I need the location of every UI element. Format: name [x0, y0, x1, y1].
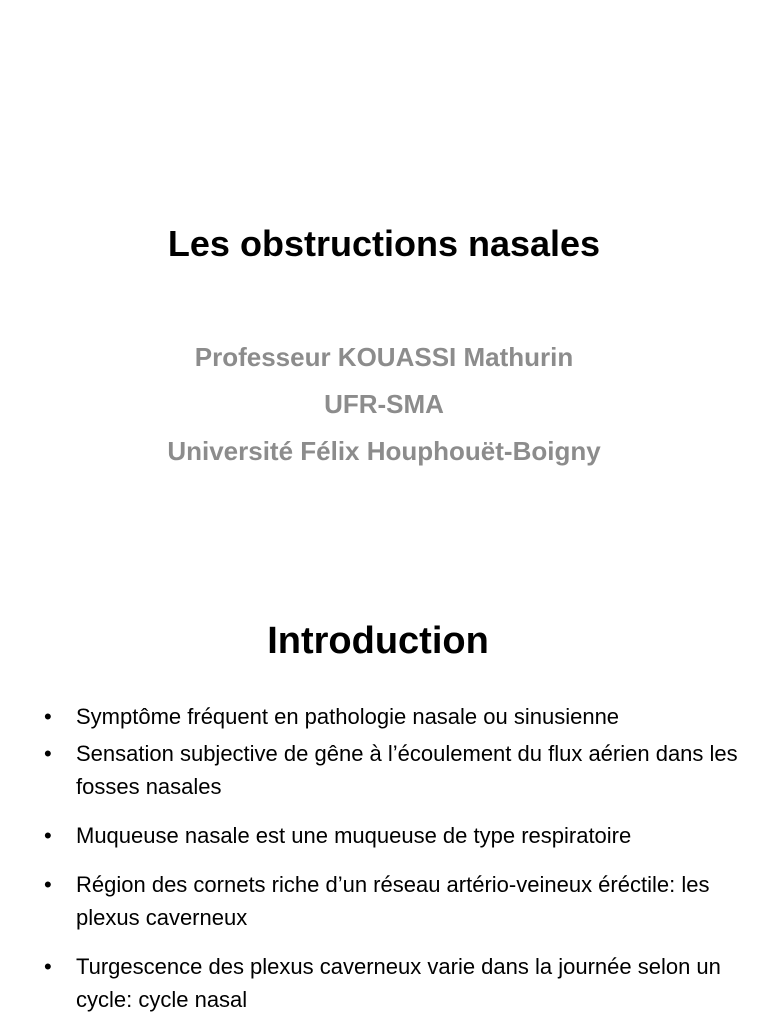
bullet-dot-icon: • [44, 872, 52, 897]
university-line: Université Félix Houphouët-Boigny [167, 436, 601, 466]
presentation-title: Les obstructions nasales [167, 223, 601, 264]
bullet-item [44, 700, 744, 733]
bullet-dot-icon: • [44, 741, 52, 766]
author-line: Professeur KOUASSI Mathurin [194, 342, 574, 372]
bullet-text: Symptôme fréquent en pathologie nasale ou sinusienne [76, 704, 620, 729]
bullet-list [44, 700, 744, 1016]
bullet-dot-icon: • [44, 704, 52, 729]
bullet-item [44, 868, 744, 934]
bullet-text: Région des cornets riche d’un réseau artério-veineux éréctile: les plexus caverneux [76, 872, 710, 930]
department-line: UFR-SMA [324, 389, 444, 419]
bullet-dot-icon: • [44, 954, 52, 979]
presentation-subtitle [0, 334, 768, 475]
bullet-item [44, 819, 744, 852]
bullet-text: Sensation subjective de gêne à l’écoulement du flux aérien dans les fosses nasales [76, 741, 738, 799]
bullet-item [44, 737, 744, 803]
introduction-slide [0, 512, 768, 1024]
bullet-item [44, 950, 744, 1016]
bullet-dot-icon: • [44, 823, 52, 848]
bullet-text: Muqueuse nasale est une muqueuse de type respiratoire [76, 823, 632, 848]
bullet-text: Turgescence des plexus caverneux varie dans la journée selon un cycle: cycle nasal [76, 954, 721, 1012]
introduction-heading: Introduction [267, 620, 489, 662]
